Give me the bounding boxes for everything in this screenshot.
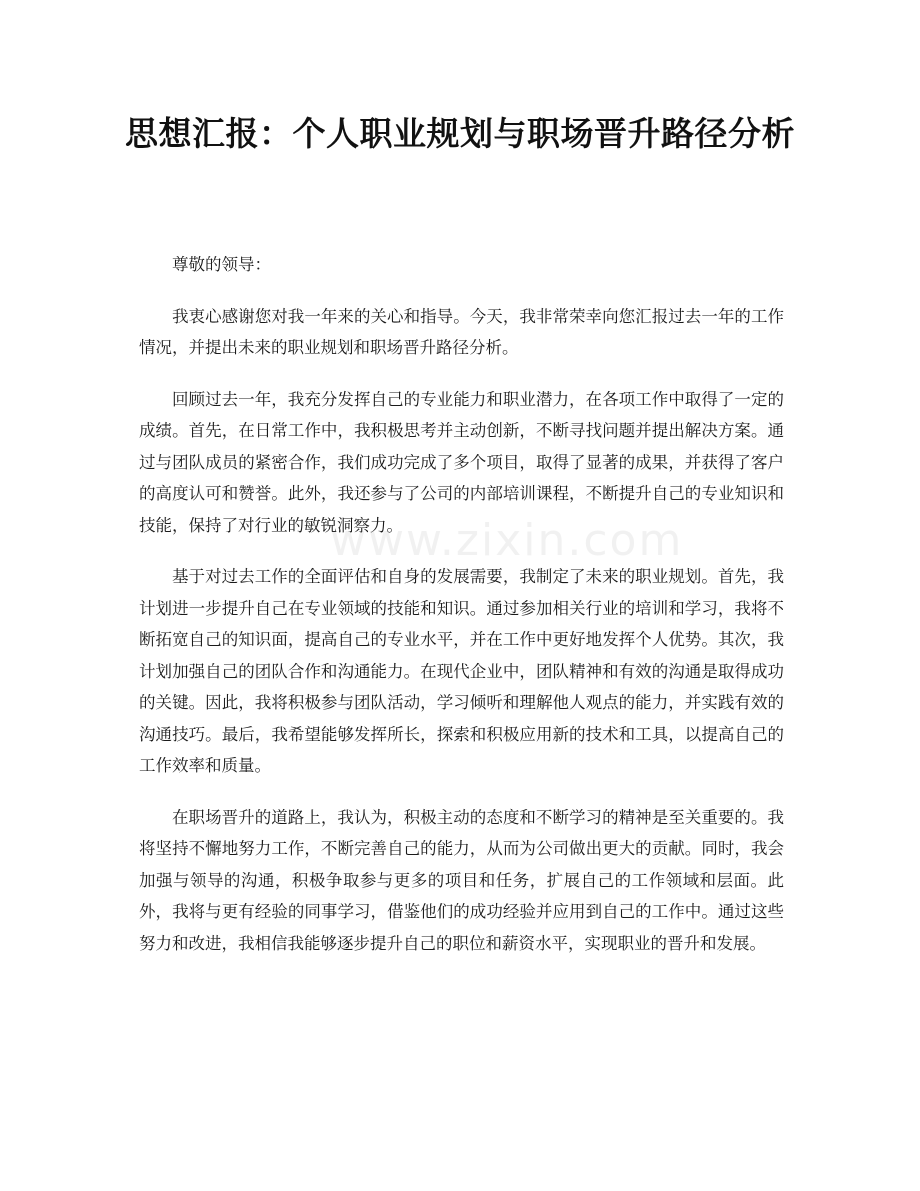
- document-body: [139, 249, 784, 979]
- watermark: www.zixin.com: [330, 515, 684, 566]
- paragraph-review: 回顾过去一年，我充分发挥自己的专业能力和职业潜力，在各项工作中取得了一定的成绩。首先，在日常工作中，我积极思考并主动创新，不断寻找问题并提出解决方案。通过与团队成员的紧密合作，我们成功完成了多个项目，取得了显著的成果，并获得了客户的高度认可和赞誉。此外，我还参与了公司的内部培训课程，不断提升自己的专业知识和技能，保持了对行业的敏锐洞察力。: [139, 389, 784, 535]
- salutation: 尊敬的领导：: [172, 255, 271, 274]
- document-title: 思想汇报：个人职业规划与职场晋升路径分析: [125, 114, 795, 153]
- paragraph-intro: 我衷心感谢您对我一年来的关心和指导。今天，我非常荣幸向您汇报过去一年的工作情况，并提出未来的职业规划和职场晋升路径分析。: [139, 306, 784, 357]
- paragraph-promotion-path: 在职场晋升的道路上，我认为，积极主动的态度和不断学习的精神是至关重要的。我将坚持不懈地努力工作，不断完善自己的能力，从而为公司做出更大的贡献。同时，我会加强与领导的沟通，积极争取参与更多的项目和任务，扩展自己的工作领域和层面。此外，我将与更有经验的同事学习，借鉴他们的成功经验并应用到自己的工作中。通过这些努力和改进，我相信我能够逐步提升自己的职位和薪资水平，实现职业的晋升和发展。: [139, 807, 784, 953]
- paragraph-career-plan: 基于对过去工作的全面评估和自身的发展需要，我制定了未来的职业规划。首先，我计划进一步提升自己在专业领域的技能和知识。通过参加相关行业的培训和学习，我将不断拓宽自己的知识面，提高自己的专业水平，并在工作中更好地发挥个人优势。其次，我计划加强自己的团队合作和沟通能力。在现代企业中，团队精神和有效的沟通是取得成功的关键。因此，我将积极参与团队活动，学习倾听和理解他人观点的能力，并实践有效的沟通技巧。最后，我希望能够发挥所长，探索和积极应用新的技术和工具，以提高自己的工作效率和质量。: [139, 567, 784, 775]
